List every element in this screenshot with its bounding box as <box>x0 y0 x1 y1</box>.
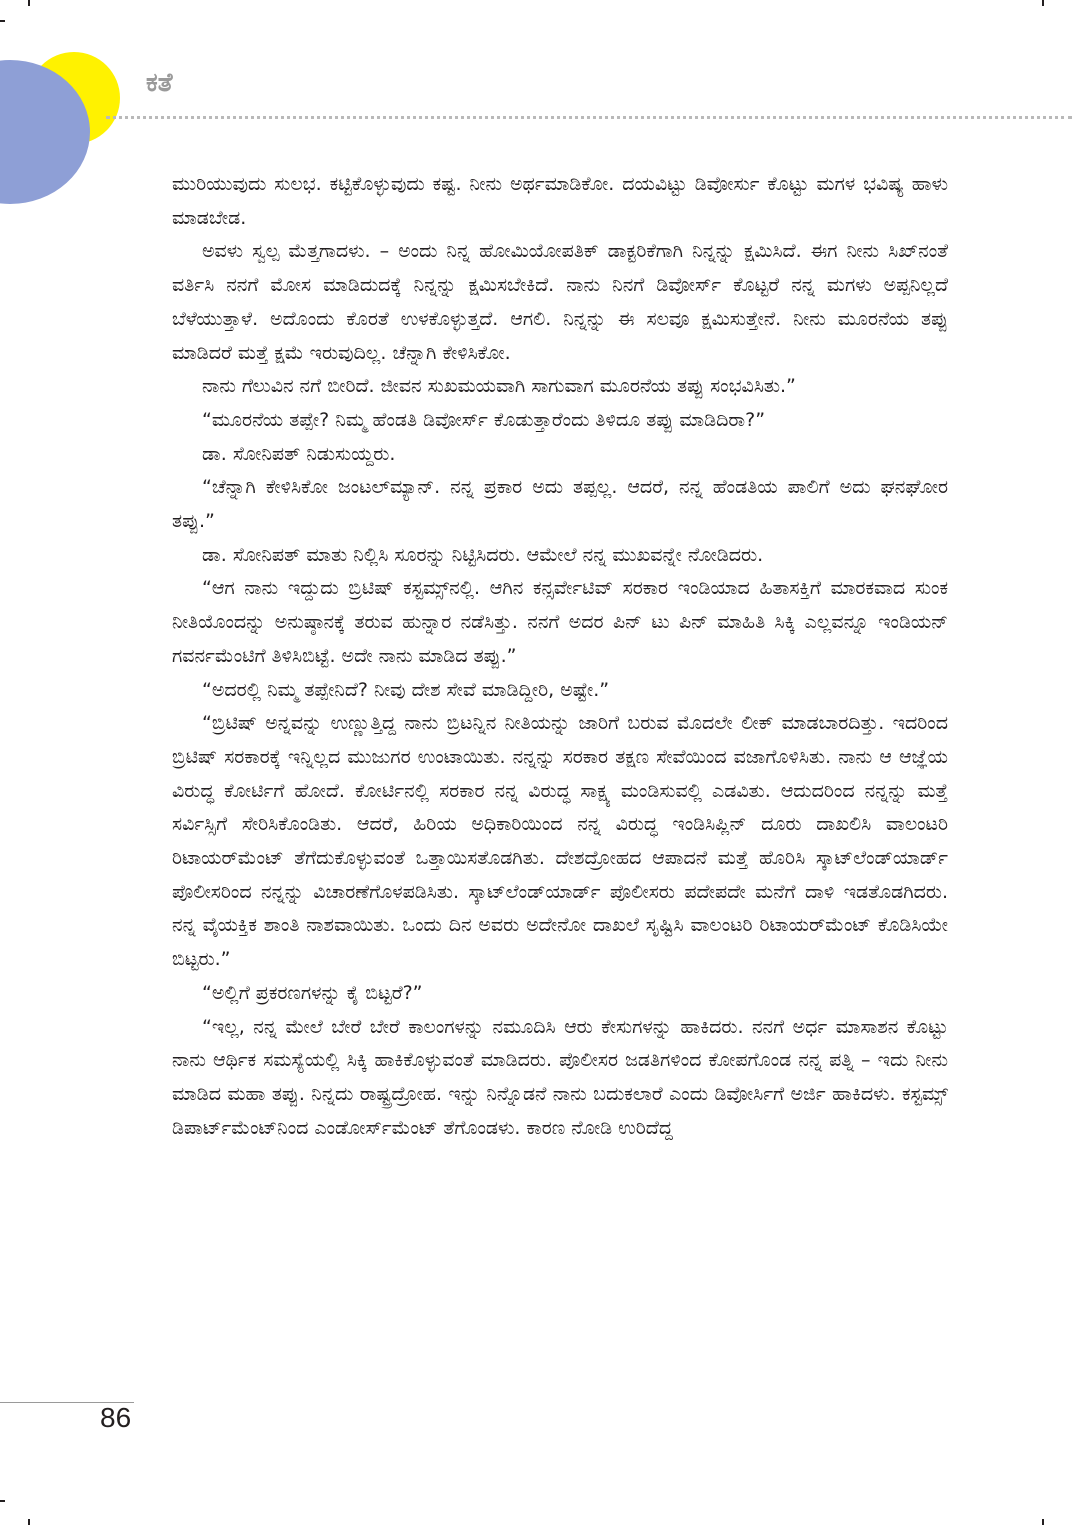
paragraph: “ಬ್ರಿಟಿಷ್ ಅನ್ನವನ್ನು ಉಣ್ಣುತ್ತಿದ್ದ ನಾನು ಬ್ರಿಟನ್ನಿನ ನೀತಿಯನ್ನು ಜಾರಿಗೆ ಬರುವ ಮೊದಲೇ ಲೀಕ್ ಮಾಡಬಾರದಿತ್ತು. ಇದರಿಂದ ಬ್ರಿಟಿಷ್ ಸರಕಾರಕ್ಕೆ ಇನ್ನಿಲ್ಲದ ಮುಜುಗರ ಉಂಟಾಯಿತು. ನನ್ನನ್ನು ಸರಕಾರ ತಕ್ಷಣ ಸೇವೆಯಿಂದ ವಜಾಗೊಳಿಸಿತು. ನಾನು ಆ ಆಜ್ಞೆಯ ವಿರುದ್ಧ ಕೋರ್ಟಿಗೆ ಹೋದೆ. ಕೋರ್ಟಿನಲ್ಲಿ ಸರಕಾರ ನನ್ನ ವಿರುದ್ಧ ಸಾಕ್ಷ್ಯ ಮಂಡಿಸುವಲ್ಲಿ ಎಡವಿತು. ಆದುದರಿಂದ ನನ್ನನ್ನು ಮತ್ತೆ ಸರ್ವಿಸ್ಸಿಗೆ ಸೇರಿಸಿಕೊಂಡಿತು. ಆದರೆ, ಹಿರಿಯ ಅಧಿಕಾರಿಯಿಂದ ನನ್ನ ವಿರುದ್ಧ ಇಂಡಿಸಿಪ್ಲಿನ್ ದೂರು ದಾಖಲಿಸಿ ವಾಲಂಟರಿ ರಿಟಾಯರ್‌ಮೆಂಟ್ ತೆಗೆದುಕೊಳ್ಳುವಂತೆ ಒತ್ತಾಯಿಸತೊಡಗಿತು. ದೇಶದ್ರೋಹದ ಆಪಾದನೆ ಮತ್ತೆ ಹೊರಿಸಿ ಸ್ಕಾಟ್‌ಲೆಂಡ್‌ಯಾರ್ಡ್ ಪೊಲೀಸರಿಂದ ನನ್ನನ್ನು ವಿಚಾರಣೆಗೊಳಪಡಿಸಿತು. ಸ್ಕಾಟ್‌ಲೆಂಡ್‌ಯಾರ್ಡ್ ಪೊಲೀಸರು ಪದೇಪದೇ ಮನೆಗೆ ದಾಳಿ ಇಡತೊಡಗಿದರು. ನನ್ನ ವೈಯಕ್ತಿಕ ಶಾಂತಿ ನಾಶವಾಯಿತು. ಒಂದು ದಿನ ಅವರು ಅದೇನೋ ದಾಖಲೆ ಸೃಷ್ಟಿಸಿ ವಾಲಂಟರಿ ರಿಟಾಯರ್‌ಮೆಂಟ್ ಕೊಡಿಸಿಯೇ ಬಿಟ್ಟರು.” <box>172 712 948 971</box>
story-body <box>172 168 948 1145</box>
paragraph: ನಾನು ಗೆಲುವಿನ ನಗೆ ಬೀರಿದೆ. ಜೀವನ ಸುಖಮಯವಾಗಿ ಸಾಗುವಾಗ ಮೂರನೆಯ ತಪ್ಪು ಸಂಭವಿಸಿತು.” <box>202 375 796 398</box>
paragraph: ಡಾ. ಸೋನಿಪತ್ ನಿಡುಸುಯ್ದರು. <box>202 442 396 465</box>
paragraph: “ಚೆನ್ನಾಗಿ ಕೇಳಿಸಿಕೋ ಜಂಟಲ್‌ಮ್ಯಾನ್. ನನ್ನ ಪ್ರಕಾರ ಅದು ತಪ್ಪಲ್ಲ. ಆದರೆ, ನನ್ನ ಹೆಂಡತಿಯ ಪಾಲಿಗೆ ಅದು ಘನಘೋರ ತಪ್ಪು.” <box>172 476 948 533</box>
crop-mark-bottom-center <box>28 1519 30 1525</box>
crop-mark-top-left <box>0 20 5 22</box>
crop-mark-bottom-right <box>1042 1519 1044 1525</box>
section-title: ಕತೆ <box>146 68 173 98</box>
crop-mark-bottom-left <box>0 1500 5 1502</box>
crop-mark-top-center <box>28 0 30 6</box>
paragraph: “ಆಗ ನಾನು ಇದ್ದುದು ಬ್ರಿಟಿಷ್ ಕಸ್ಟಮ್ಸ್‌ನಲ್ಲಿ. ಆಗಿನ ಕನ್ಸರ್ವೇಟಿವ್ ಸರಕಾರ ಇಂಡಿಯಾದ ಹಿತಾಸಕ್ತಿಗೆ ಮಾರಕವಾದ ಸುಂಕ ನೀತಿಯೊಂದನ್ನು ಅನುಷ್ಠಾನಕ್ಕೆ ತರುವ ಹುನ್ನಾರ ನಡೆಸಿತ್ತು. ನನಗೆ ಅದರ ಪಿನ್ ಟು ಪಿನ್ ಮಾಹಿತಿ ಸಿಕ್ಕಿ ಎಲ್ಲವನ್ನೂ ಇಂಡಿಯನ್ ಗವರ್ನಮೆಂಟಿಗೆ ತಿಳಿಸಿಬಿಟ್ಟೆ. ಅದೇ ನಾನು ಮಾಡಿದ ತಪ್ಪು.” <box>172 577 948 667</box>
crop-mark-top-right <box>1042 0 1044 6</box>
paragraph: “ಅಲ್ಲಿಗೆ ಪ್ರಕರಣಗಳನ್ನು ಕೈ ಬಿಟ್ಟರೆ?” <box>202 981 423 1004</box>
paragraph: “ಮೂರನೆಯ ತಪ್ಪೇ? ನಿಮ್ಮ ಹೆಂಡತಿ ಡಿವೋರ್ಸ್ ಕೊಡುತ್ತಾರೆಂದು ತಿಳಿದೂ ತಪ್ಪು ಮಾಡಿದಿರಾ?” <box>202 408 766 431</box>
paragraph: ಡಾ. ಸೋನಿಪತ್ ಮಾತು ನಿಲ್ಲಿಸಿ ಸೂರನ್ನು ನಿಟ್ಟಿಸಿದರು. ಆಮೇಲೆ ನನ್ನ ಮುಖವನ್ನೇ ನೋಡಿದರು. <box>202 543 764 566</box>
paragraph: ಅವಳು ಸ್ವಲ್ಪ ಮೆತ್ತಗಾದಳು. – ಅಂದು ನಿನ್ನ ಹೋಮಿಯೋಪತಿಕ್ ಡಾಕ್ಟರಿಕೆಗಾಗಿ ನಿನ್ನನ್ನು ಕ್ಷಮಿಸಿದೆ. ಈಗ ನೀನು ಸಿಖ್‌ನಂತೆ ವರ್ತಿಸಿ ನನಗೆ ಮೋಸ ಮಾಡಿದುದಕ್ಕೆ ನಿನ್ನನ್ನು ಕ್ಷಮಿಸಬೇಕಿದೆ. ನಾನು ನಿನಗೆ ಡಿವೋರ್ಸ್ ಕೊಟ್ಟರೆ ನನ್ನ ಮಗಳು ಅಪ್ಪನಿಲ್ಲದೆ ಬೆಳೆಯುತ್ತಾಳೆ. ಅದೊಂದು ಕೊರತೆ ಉಳಕೊಳ್ಳುತ್ತದೆ. ಆಗಲಿ. ನಿನ್ನನ್ನು ಈ ಸಲವೂ ಕ್ಷಮಿಸುತ್ತೇನೆ. ನೀನು ಮೂರನೆಯ ತಪ್ಪು ಮಾಡಿದರೆ ಮತ್ತೆ ಕ್ಷಮೆ ಇರುವುದಿಲ್ಲ. ಚೆನ್ನಾಗಿ ಕೇಳಿಸಿಕೋ. <box>172 240 948 364</box>
header-dotted-rule <box>106 116 1072 119</box>
page-number: 86 <box>100 1402 132 1433</box>
paragraph: “ಇಲ್ಲ, ನನ್ನ ಮೇಲೆ ಬೇರೆ ಬೇರೆ ಕಾಲಂಗಳನ್ನು ನಮೂದಿಸಿ ಆರು ಕೇಸುಗಳನ್ನು ಹಾಕಿದರು. ನನಗೆ ಅರ್ಧ ಮಾಸಾಶನ ಕೊಟ್ಟು ನಾನು ಆರ್ಥಿಕ ಸಮಸ್ಯೆಯಲ್ಲಿ ಸಿಕ್ಕಿ ಹಾಕಿಕೊಳ್ಳುವಂತೆ ಮಾಡಿದರು. ಪೊಲೀಸರ ಜಡತಿಗಳಿಂದ ಕೋಪಗೊಂಡ ನನ್ನ ಪತ್ನಿ – ಇದು ನೀನು ಮಾಡಿದ ಮಹಾ ತಪ್ಪು. ನಿನ್ನದು ರಾಷ್ಟ್ರದ್ರೋಹ. ಇನ್ನು ನಿನ್ನೊಡನೆ ನಾನು ಬದುಕಲಾರೆ ಎಂದು ಡಿವೋರ್ಸಿಗೆ ಅರ್ಜಿ ಹಾಕಿದಳು. ಕಸ್ಟಮ್ಸ್ ಡಿಪಾರ್ಟ್‌ಮೆಂಟ್‌ನಿಂದ ಎಂಡೋರ್ಸ್‌ಮೆಂಟ್ ತೆಗೊಂಡಳು. ಕಾರಣ ನೋಡಿ ಉರಿದೆದ್ದ <box>172 1015 948 1139</box>
paragraph: ಮುರಿಯುವುದು ಸುಲಭ. ಕಟ್ಟಿಕೊಳ್ಳುವುದು ಕಷ್ಟ. ನೀನು ಅರ್ಥಮಾಡಿಕೋ. ದಯವಿಟ್ಟು ಡಿವೋರ್ಸು ಕೊಟ್ಟು ಮಗಳ ಭವಿಷ್ಯ ಹಾಳು ಮಾಡಬೇಡ. <box>172 173 948 229</box>
paragraph: “ಅದರಲ್ಲಿ ನಿಮ್ಮ ತಪ್ಪೇನಿದೆ? ನೀವು ದೇಶ ಸೇವೆ ಮಾಡಿದ್ದೀರಿ, ಅಷ್ಟೇ.” <box>202 678 610 701</box>
